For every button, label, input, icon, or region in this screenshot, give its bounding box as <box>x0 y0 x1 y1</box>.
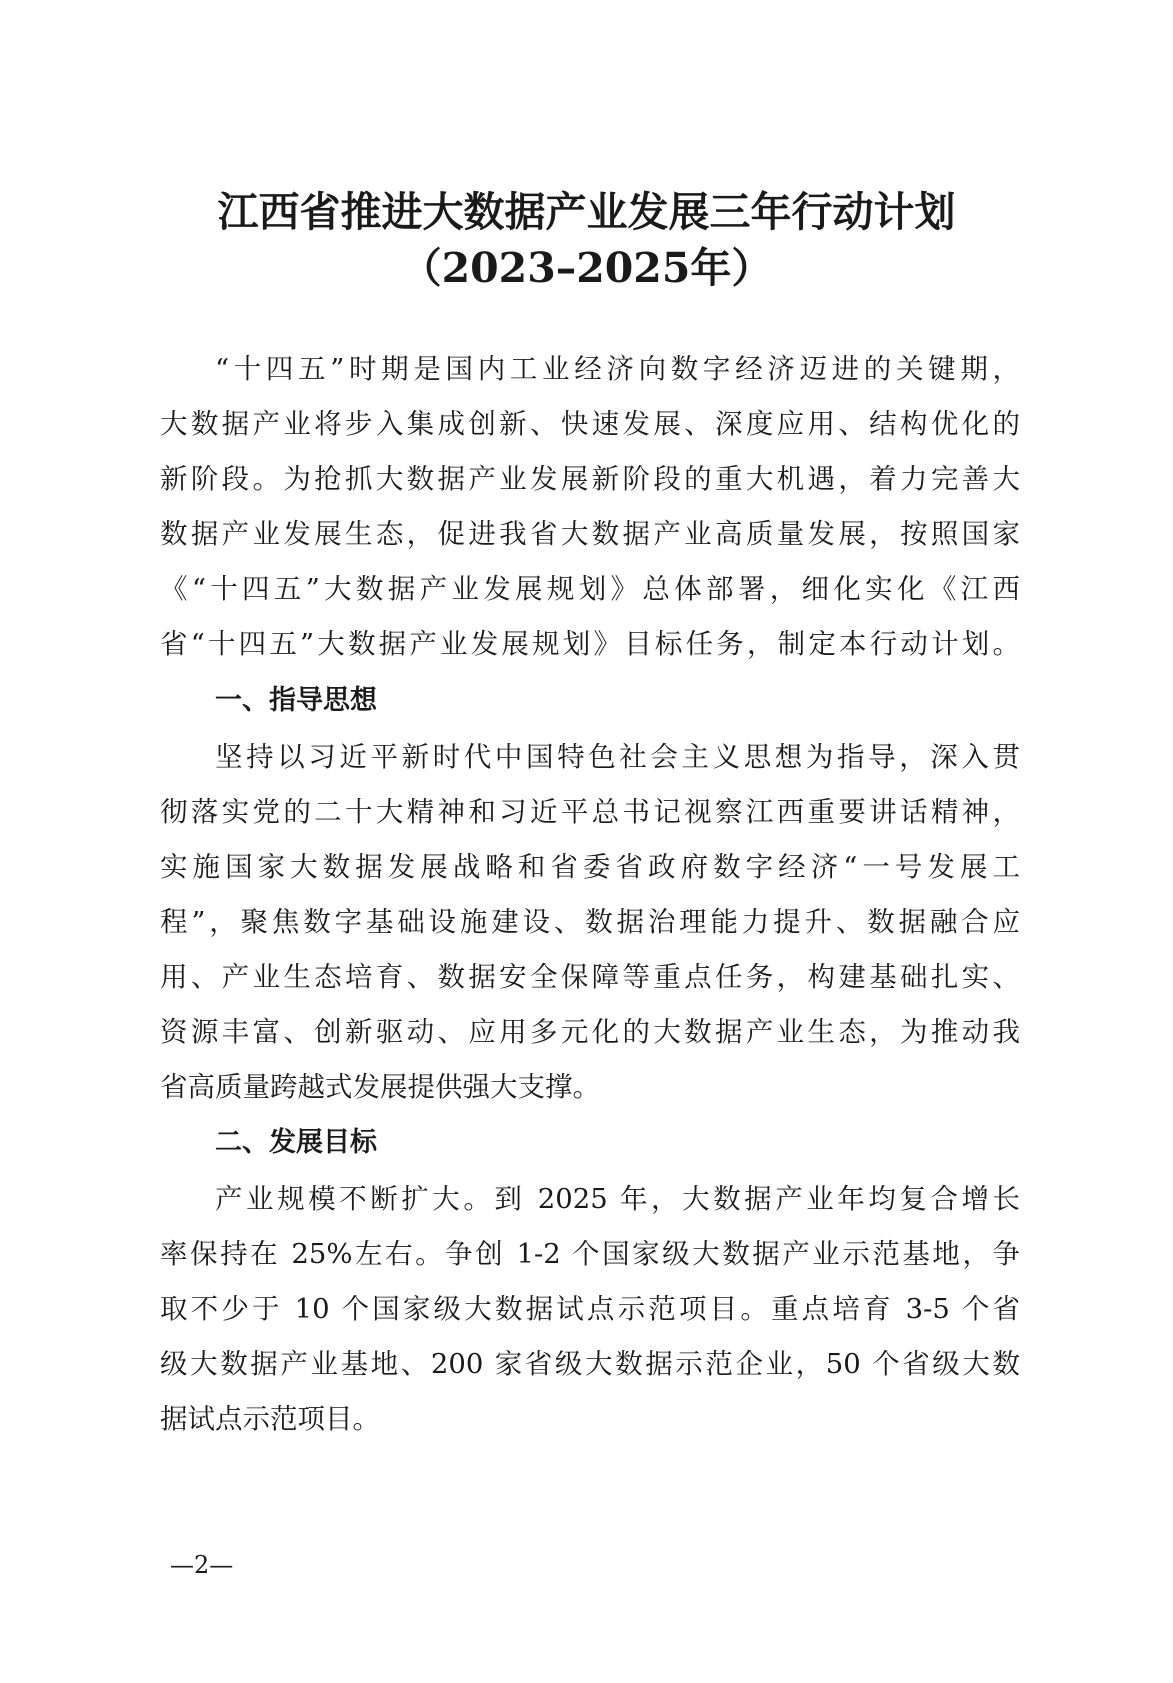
section1-line: 实施国家大数据发展战略和省委省政府数字经济“一号发展工 <box>160 851 1020 883</box>
section1-line: 彻落实党的二十大精神和习近平总书记视察江西重要讲话精神， <box>160 796 1020 828</box>
section1-line: 程”，聚焦数字基础设施建设、数据治理能力提升、数据融合应 <box>160 906 1020 938</box>
section2-line: 取不少于 10 个国家级大数据试点示范项目。重点培育 3-5 个省 <box>160 1293 1020 1325</box>
section1-line: 坚持以习近平新时代中国特色社会主义思想为指导，深入贯 <box>215 741 1020 773</box>
intro-line: 大数据产业将步入集成创新、快速发展、深度应用、结构优化的 <box>160 408 1020 440</box>
intro-line: 数据产业发展生态，促进我省大数据产业高质量发展，按照国家 <box>160 518 1020 550</box>
section1-line: 用、产业生态培育、数据安全保障等重点任务，构建基础扎实、 <box>160 961 1020 993</box>
section-heading-development-goals: 二、发展目标 <box>215 1127 377 1158</box>
document-subtitle-years: （2023–2025年） <box>400 244 773 292</box>
section2-line: 率保持在 25%左右。争创 1-2 个国家级大数据产业示范基地，争 <box>160 1238 1020 1270</box>
section2-line: 据试点示范项目。 <box>160 1403 380 1435</box>
section1-line: 省高质量跨越式发展提供强大支撑。 <box>160 1071 600 1103</box>
page-number: —2— <box>170 1551 234 1579</box>
section1-line: 资源丰富、创新驱动、应用多元化的大数据产业生态，为推动我 <box>160 1016 1020 1048</box>
intro-line: 《“十四五”大数据产业发展规划》总体部署，细化实化《江西 <box>160 573 1020 605</box>
section-heading-guiding-ideology: 一、指导思想 <box>215 685 377 716</box>
section2-line: 产业规模不断扩大。到 2025 年，大数据产业年均复合增长 <box>215 1183 1020 1215</box>
intro-line: 新阶段。为抢抓大数据产业发展新阶段的重大机遇，着力完善大 <box>160 463 1020 495</box>
intro-line: “十四五”时期是国内工业经济向数字经济迈进的关键期， <box>215 353 1020 385</box>
document-title: 江西省推进大数据产业发展三年行动计划 <box>217 188 956 236</box>
intro-line: 省“十四五”大数据产业发展规划》目标任务，制定本行动计划。 <box>160 628 1020 660</box>
section2-line: 级大数据产业基地、200 家省级大数据示范企业，50 个省级大数 <box>160 1348 1020 1380</box>
